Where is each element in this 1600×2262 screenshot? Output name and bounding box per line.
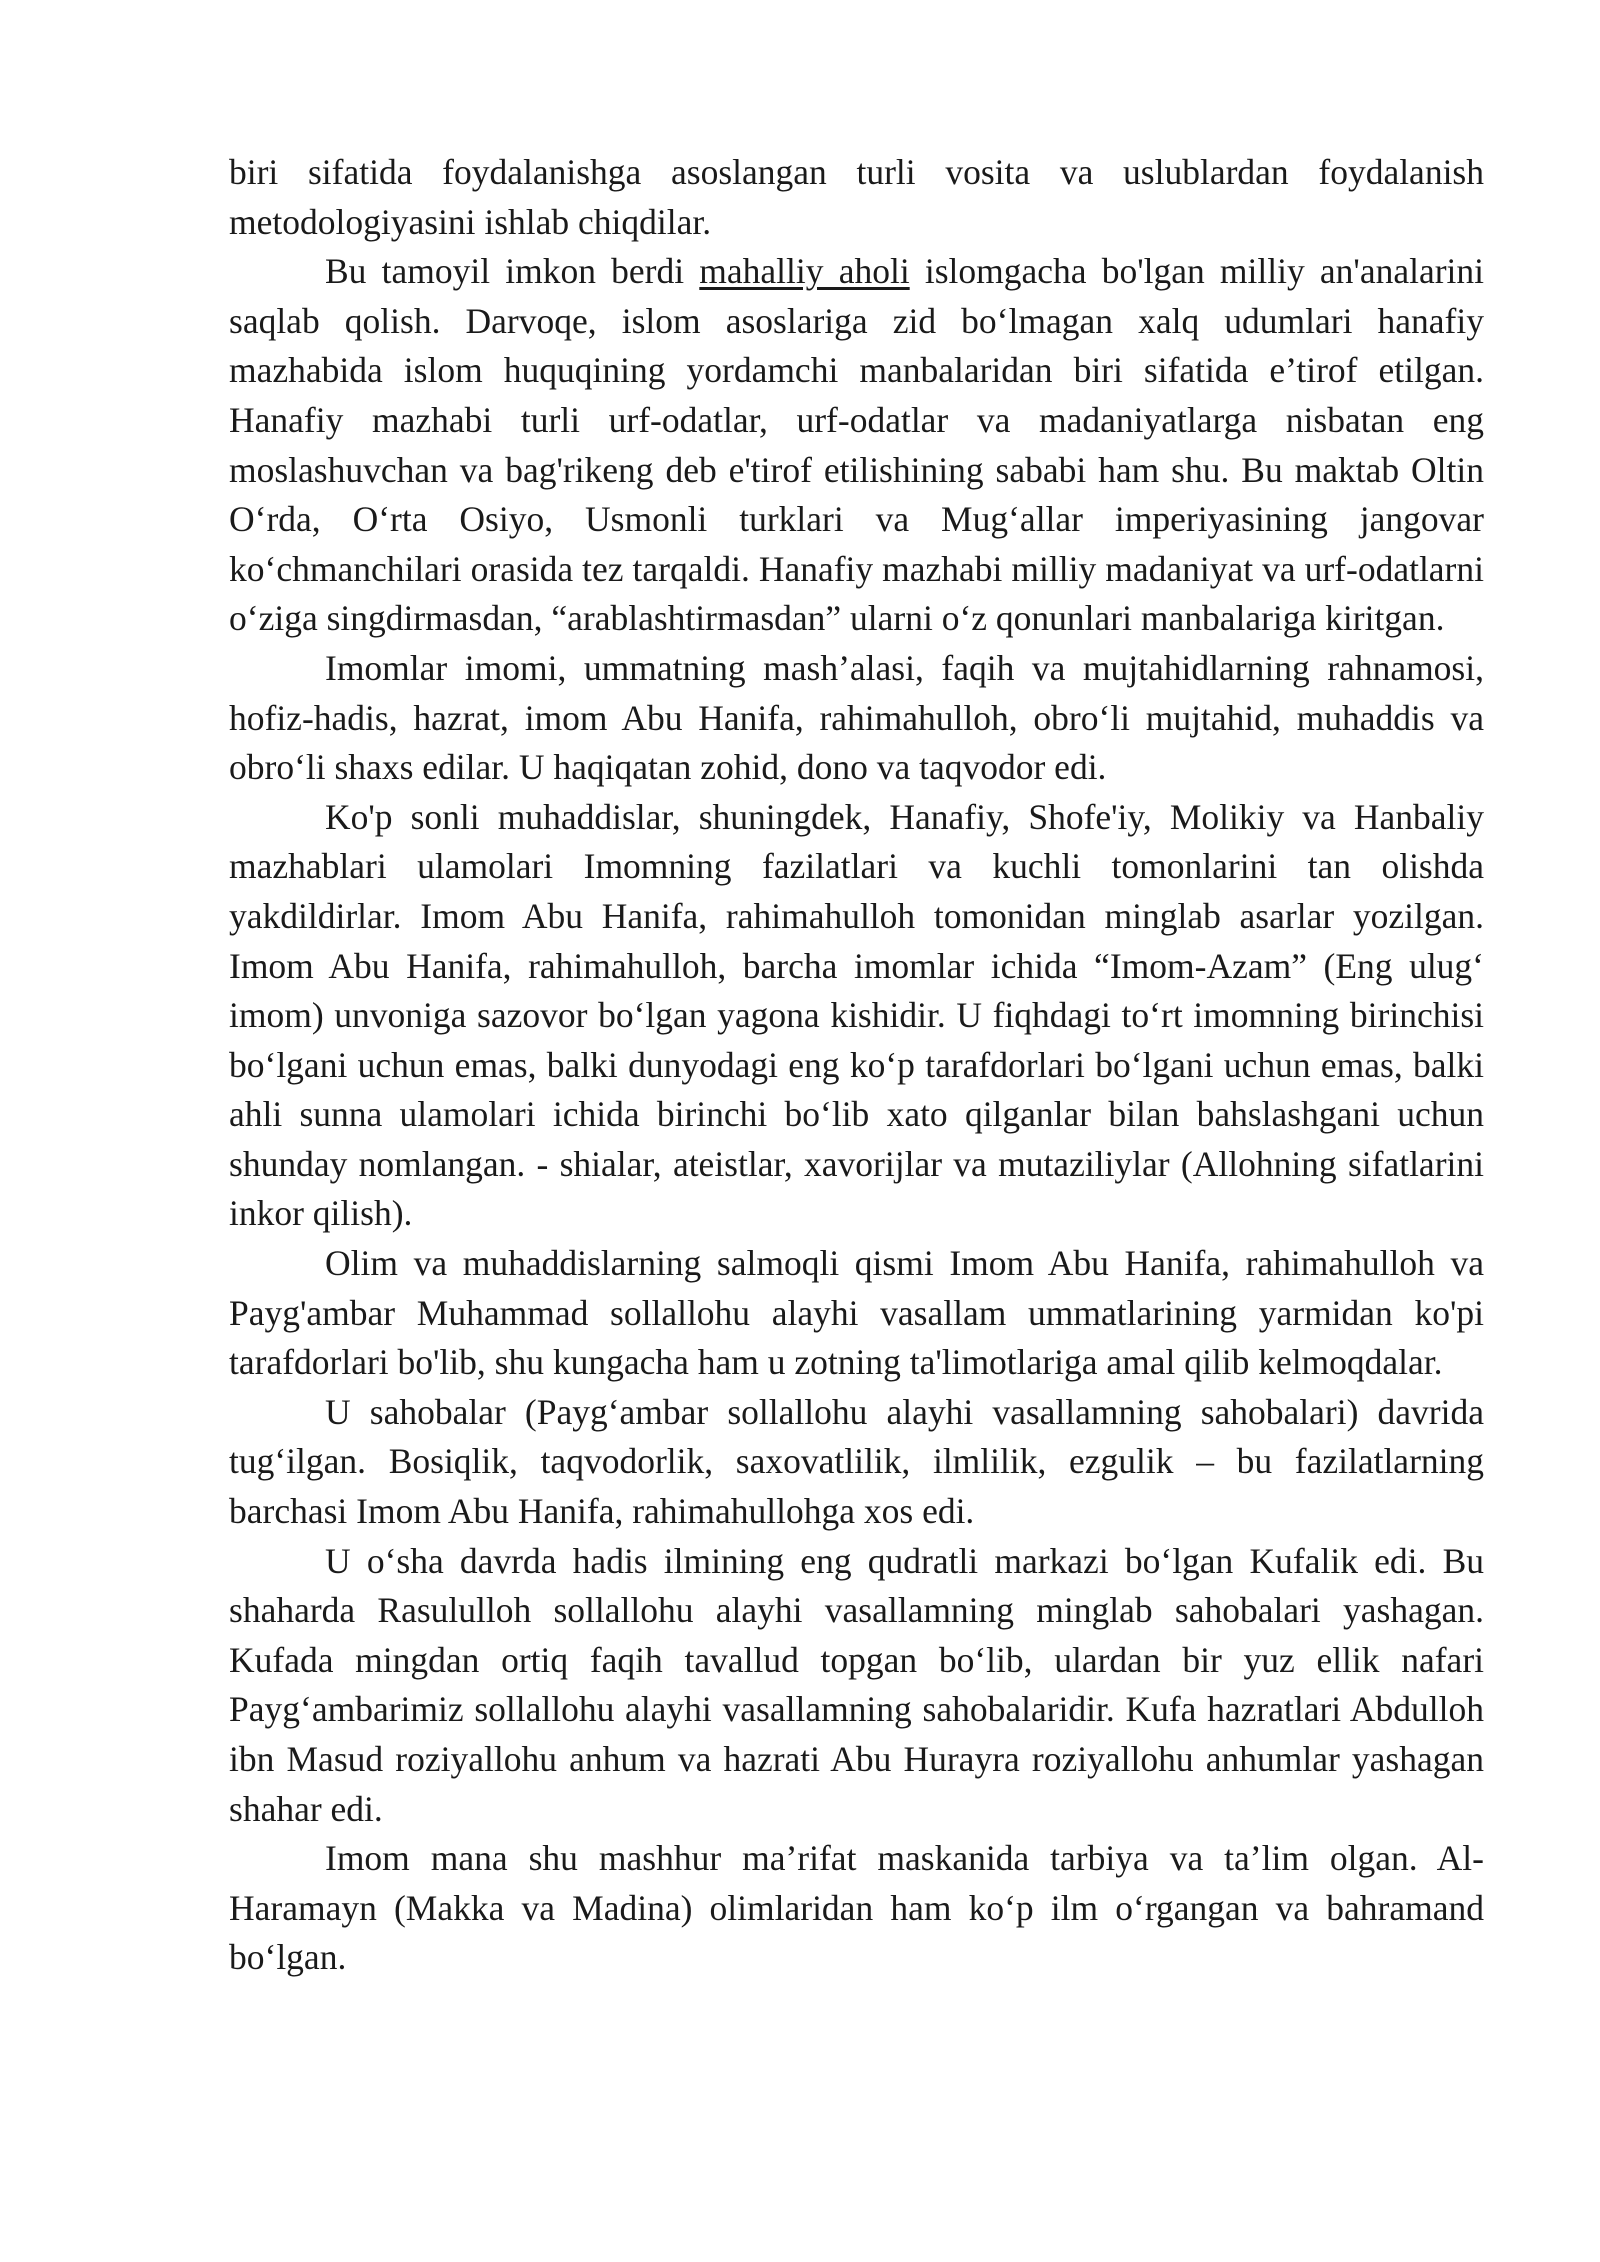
- paragraph-5: Olim va muhaddislarning salmoqli qismi Imom Abu Hanifa, rahimahulloh va Payg'ambar Muhammad sollallohu alayhi vasallam ummatlarining yarmidan ko'pi tarafdorlari bo'lib, shu kungacha ham u zotning ta'limotlariga amal qilib kelmoqdalar.: [229, 1243, 1484, 1383]
- paragraph-2-text-before: Bu tamoyil imkon berdi: [325, 251, 700, 292]
- paragraph-1: biri sifatida foydalanishga asoslangan turli vosita va uslublardan foydalanish metodologiyasini ishlab chiqdilar.: [229, 152, 1484, 242]
- paragraph-8: Imom mana shu mashhur ma’rifat maskanida tarbiya va ta’lim olgan. Al-Haramayn (Makka va Madina) olimlaridan ham ko‘p ilm o‘rgangan va bahramand bo‘lgan.: [229, 1838, 1484, 1978]
- paragraph-2-text-after: islomgacha bo'lgan milliy an'analarini saqlab qolish. Darvoqe, islom asoslariga zid bo‘lmagan xalq udumlari hanafiy mazhabida islom huquqining yordamchi manbalaridan biri sifatida e’tirof etilgan. Hanafiy mazhabi turli urf-odatlar, urf-odatlar va madaniyatlarga nisbatan eng moslashuvchan va bag'rikeng deb e'tirof etilishining sababi ham shu. Bu maktab Oltin O‘rda, O‘rta Osiyo, Usmonli turklari va Mug‘allar imperiyasining jangovar ko‘chmanchilari orasida tez tarqaldi. Hanafiy mazhabi milliy madaniyat va urf-odatlarni o‘ziga singdirmasdan, “arablashtirmasdan” ularni o‘z qonunlari manbalariga kiritgan.: [229, 251, 1485, 639]
- document-page: [229, 148, 1484, 1983]
- mahalliy-aholi-link[interactable]: mahalliy aholi: [699, 251, 910, 292]
- paragraph-4: Ko'p sonli muhaddislar, shuningdek, Hanafiy, Shofe'iy, Molikiy va Hanbaliy mazhablari ulamolari Imomning fazilatlari va kuchli tomonlarini tan olishda yakdildirlar. Imom Abu Hanifa, rahimahulloh tomonidan minglab asarlar yozilgan. Imom Abu Hanifa, rahimahulloh, barcha imomlar ichida “Imom-Azam” (Eng ulug‘ imom) unvoniga sazovor bo‘lgan yagona kishidir. U fiqhdagi to‘rt imomning birinchisi bo‘lgani uchun emas, balki dunyodagi eng ko‘p tarafdorlari bo‘lgani uchun emas, balki ahli sunna ulamolari ichida birinchi bo‘lib xato qilganlar bilan bahslashgani uchun shunday nomlangan. - shialar, ateistlar, xavorijlar va mutaziliylar (Allohning sifatlarini inkor qilish).: [229, 796, 1484, 1234]
- paragraph-7: U o‘sha davrda hadis ilmining eng qudratli markazi bo‘lgan Kufalik edi. Bu shaharda Rasululloh sollallohu alayhi vasallamning minglab sahobalari yashagan. Kufada mingdan ortiq faqih tavallud topgan bo‘lib, ulardan bir yuz ellik nafari Payg‘ambarimiz sollallohu alayhi vasallamning sahobalaridir. Kufa hazratlari Abdulloh ibn Masud roziyallohu anhum va hazrati Abu Hurayra roziyallohu anhumlar yashagan shahar edi.: [229, 1540, 1484, 1829]
- paragraph-2: [229, 247, 1484, 644]
- paragraph-6: U sahobalar (Payg‘ambar sollallohu alayhi vasallamning sahobalari) davrida tug‘ilgan. Bosiqlik, taqvodorlik, saxovatlilik, ilmlilik, ezgulik – bu fazilatlarning barchasi Imom Abu Hanifa, rahimahullohga xos edi.: [229, 1391, 1484, 1532]
- paragraph-3: Imomlar imomi, ummatning mash’alasi, faqih va mujtahidlarning rahnamosi, hofiz-hadis, hazrat, imom Abu Hanifa, rahimahulloh, obro‘li mujtahid, muhaddis va obro‘li shaxs edilar. U haqiqatan zohid, dono va taqvodor edi.: [229, 647, 1484, 788]
